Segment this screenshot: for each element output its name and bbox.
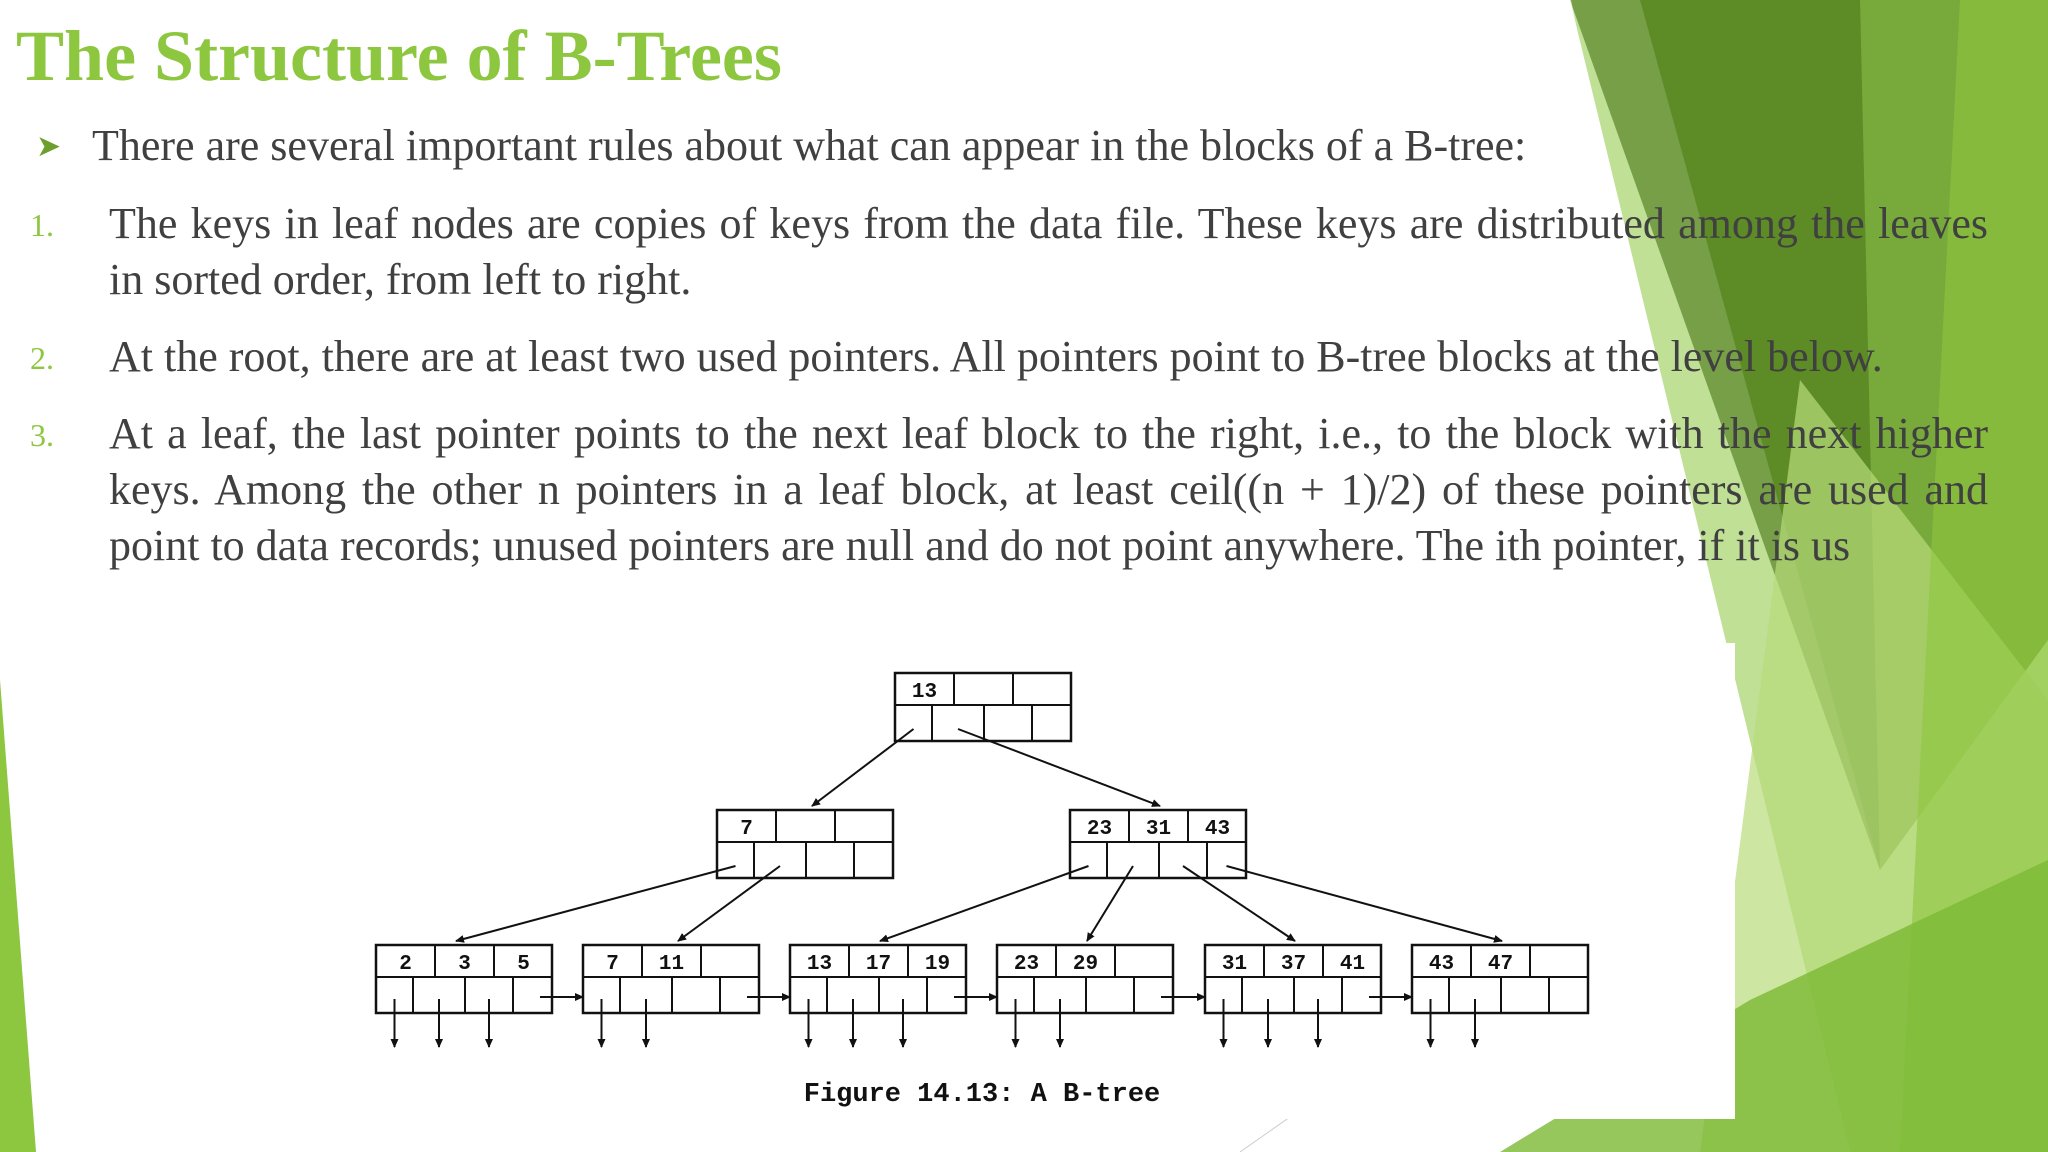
- item-number: 1.: [30, 207, 54, 243]
- key-label: 13: [911, 681, 938, 704]
- key-label: 31: [1221, 953, 1248, 976]
- key-label: 23: [1086, 818, 1113, 841]
- item-text: At a leaf, the last pointer points to the next leaf block to the right, i.e., to the block with the next higher keys. Among the other n pointers in a leaf block, at least ceil((n + 1)/2) of these pointers are used and point to data records; unused pointers are null and do not point anywhere. The ith pointer, if it is us: [109, 409, 1988, 570]
- key-label: 31: [1145, 818, 1172, 841]
- interior-node: [1070, 810, 1246, 878]
- key-label: 29: [1072, 953, 1099, 976]
- list-item: [30, 406, 1988, 574]
- leaf-node: [790, 945, 966, 1013]
- leaf-node: [1205, 945, 1381, 1013]
- key-label: 37: [1280, 953, 1307, 976]
- item-text: The keys in leaf nodes are copies of keys from the data file. These keys are distributed among the leaves in sorted order, from left to right.: [109, 199, 1988, 304]
- list-item: [30, 329, 1988, 385]
- key-label: 47: [1487, 953, 1514, 976]
- intro-text: There are several important rules about what can appear in the blocks of a B-tree:: [92, 121, 1527, 170]
- figure-caption: Figure 14.13: A B-tree: [803, 1080, 1161, 1110]
- intro-bullet: [36, 118, 1936, 175]
- pointer-arrow: [812, 729, 914, 806]
- slide-title: The Structure of B-Trees: [16, 16, 782, 96]
- key-label: 43: [1428, 953, 1455, 976]
- leaf-node: [997, 945, 1173, 1013]
- pointer-arrow: [1227, 866, 1503, 941]
- key-label: 41: [1339, 953, 1366, 976]
- pointer-arrow: [880, 866, 1089, 941]
- key-label: 13: [806, 953, 833, 976]
- leaf-node: [1412, 945, 1588, 1013]
- key-label: 43: [1204, 818, 1231, 841]
- key-label: 5: [517, 953, 530, 976]
- key-label: 7: [740, 818, 753, 841]
- key-label: 2: [399, 953, 412, 976]
- leaf-node: [583, 945, 759, 1013]
- key-label: 19: [924, 953, 951, 976]
- key-label: 3: [458, 953, 471, 976]
- key-label: 23: [1013, 953, 1040, 976]
- root-node: [895, 673, 1071, 741]
- leaf-node: [376, 945, 552, 1013]
- item-number: 3.: [30, 417, 54, 453]
- btree-diagram: [360, 643, 1735, 1119]
- key-label: 17: [865, 953, 892, 976]
- key-label: 7: [606, 953, 619, 976]
- list-item: [30, 196, 1988, 308]
- key-label: 11: [658, 953, 685, 976]
- interior-node: [717, 810, 893, 878]
- item-number: 2.: [30, 340, 54, 376]
- item-text: At the root, there are at least two used pointers. All pointers point to B-tree blocks at the level below.: [109, 332, 1883, 381]
- rules-list: [30, 196, 1988, 595]
- btree-figure: [360, 643, 1735, 1119]
- arrow-bullet-icon: ➤: [36, 130, 62, 163]
